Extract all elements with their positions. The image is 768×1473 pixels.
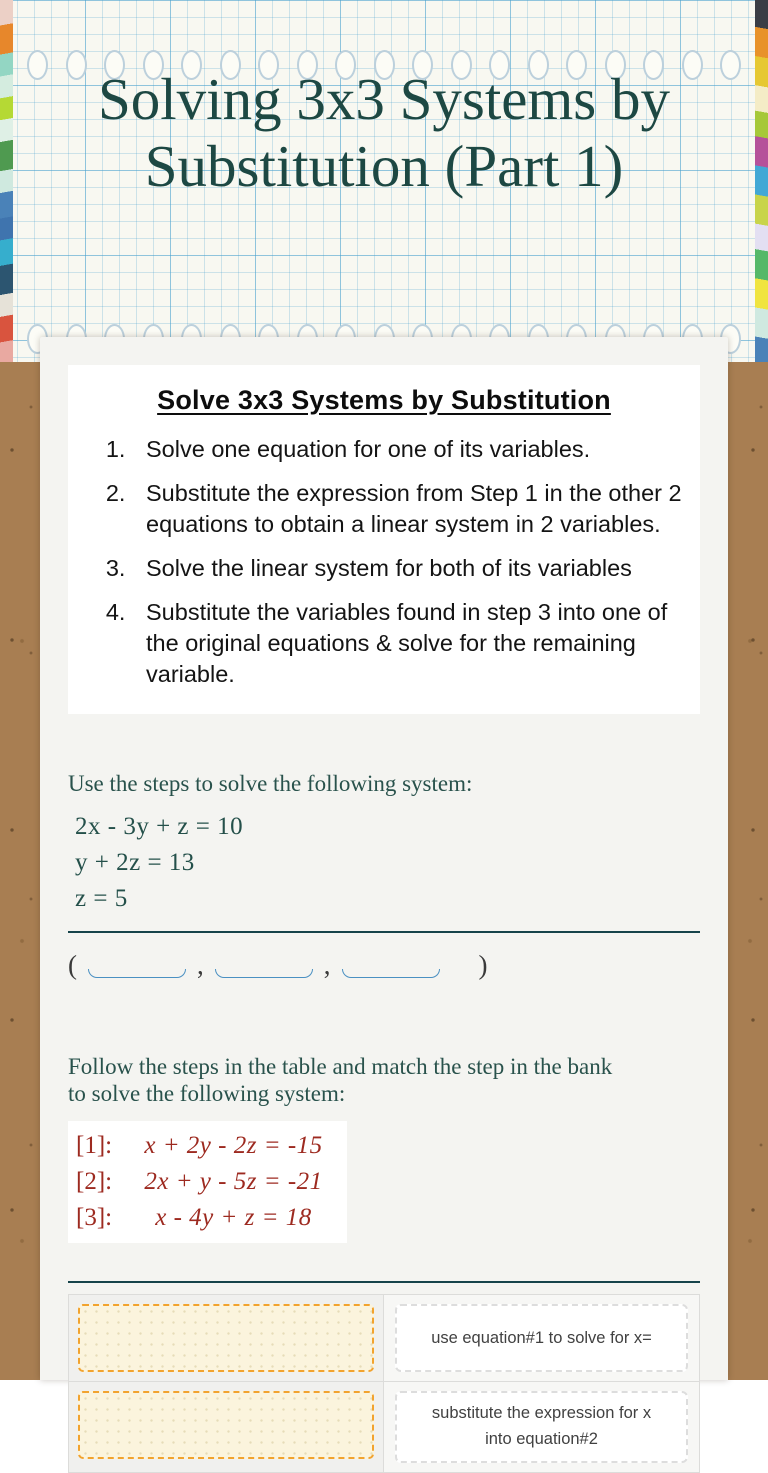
close-paren: ) <box>478 950 488 981</box>
system-equation-3 <box>76 1200 339 1236</box>
question2-prompt-line2: to solve the following system: <box>68 1081 346 1107</box>
match-row-2 <box>69 1382 699 1471</box>
equation-line-2: y + 2z = 13 <box>75 849 195 877</box>
match-row-1 <box>69 1295 699 1382</box>
question2-prompt <box>68 1053 700 1107</box>
step-item-2: 2. Substitute the expression from Step 1 in the other 2 equations to obtain a linear system in 2 variables. <box>132 478 686 540</box>
open-paren: ( <box>68 950 77 981</box>
equation-expr-2: 2x + y - 5z = -21 <box>144 1168 323 1196</box>
question2-prompt-line1: Follow the steps in the table and match the step in the bank <box>68 1054 613 1080</box>
punch-hole <box>720 50 741 80</box>
steps-card-title: Solve 3x3 Systems by Substitution <box>157 385 611 415</box>
answer-dropzone-1[interactable] <box>78 1304 374 1372</box>
question1-prompt: Use the steps to solve the following system: <box>68 771 473 797</box>
equation-expr-3: x - 4y + z = 18 <box>155 1204 312 1232</box>
question1-equations <box>68 809 700 917</box>
bank-item-2[interactable]: substitute the expression for x into equation#2 <box>395 1391 688 1462</box>
comma-2: , <box>323 950 331 981</box>
answer-blank-z[interactable] <box>342 969 440 978</box>
punch-hole <box>27 50 48 80</box>
equation-label-2: [2]: <box>76 1168 113 1196</box>
match-cell-bank-1 <box>384 1295 699 1381</box>
section-divider-1 <box>68 931 700 933</box>
system-equation-1 <box>76 1128 339 1164</box>
equation-label-3: [3]: <box>76 1204 113 1232</box>
decorative-stripe-right <box>755 0 768 362</box>
steps-card <box>68 365 700 714</box>
answer-blank-y[interactable] <box>215 969 313 978</box>
bank-item-1[interactable]: use equation#1 to solve for x= <box>395 1304 688 1372</box>
page-title: Solving 3x3 Systems by Substitution (Part 1) <box>97 66 671 200</box>
equation-expr-1: x + 2y - 2z = -15 <box>144 1132 323 1160</box>
section-divider-2 <box>68 1281 700 1283</box>
equation-label-1: [1]: <box>76 1132 113 1160</box>
match-cell-drop-2 <box>69 1382 384 1471</box>
worksheet-header <box>0 0 768 362</box>
system-equations-card <box>68 1121 347 1243</box>
decorative-stripe-left <box>0 0 13 362</box>
matching-table <box>68 1294 700 1472</box>
step-item-4: 4. Substitute the variables found in step 3 into one of the original equations & solve for the remaining variable. <box>132 597 686 690</box>
worksheet-panel <box>40 337 728 1449</box>
step-item-3: 3. Solve the linear system for both of its variables <box>132 553 686 584</box>
steps-list <box>82 434 686 690</box>
match-cell-bank-2 <box>384 1382 699 1471</box>
step-item-1: 1. Solve one equation for one of its variables. <box>132 434 686 465</box>
system-equation-2 <box>76 1164 339 1200</box>
equation-line-1: 2x - 3y + z = 10 <box>75 813 244 841</box>
equation-line-3: z = 5 <box>75 885 128 913</box>
answer-dropzone-2[interactable] <box>78 1391 374 1459</box>
match-cell-drop-1 <box>69 1295 384 1381</box>
answer-row <box>68 947 700 981</box>
answer-blank-x[interactable] <box>88 969 186 978</box>
comma-1: , <box>197 950 204 981</box>
